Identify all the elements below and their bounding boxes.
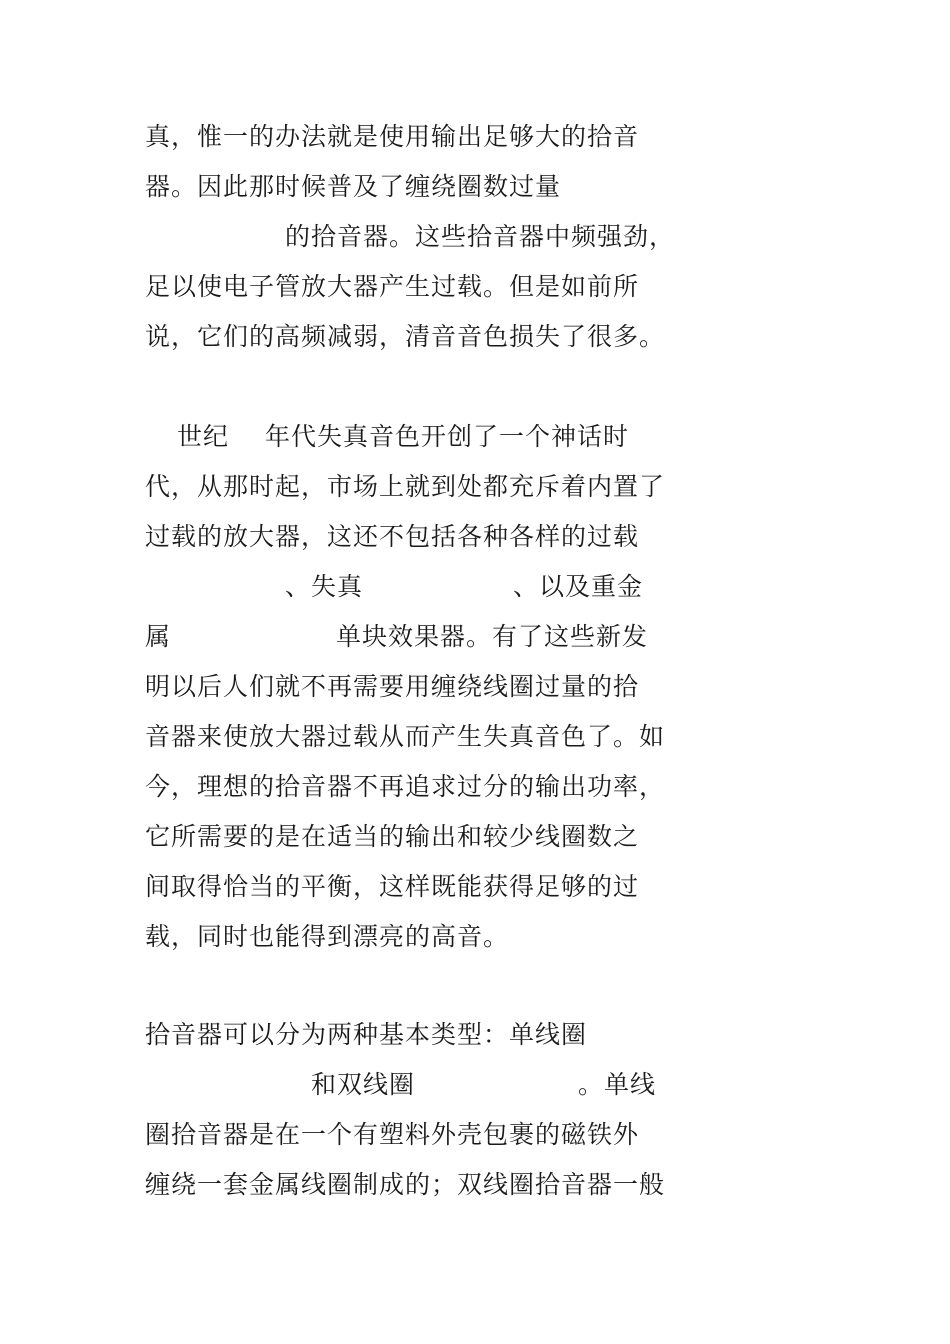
text-line: 载，同时也能得到漂亮的高音。 <box>145 922 510 951</box>
text-line: 、失真 <box>285 572 364 601</box>
text-line: 和双线圈 <box>311 1070 416 1099</box>
text-line: 足以使电子管放大器产生过载。但是如前所 <box>145 272 640 301</box>
text-line: 单块效果器。有了这些新发 <box>336 622 649 651</box>
text-line: 拾音器可以分为两种基本类型：单线圈 <box>145 1020 588 1049</box>
text-line: 过载的放大器，这还不包括各种各样的过载 <box>145 522 640 551</box>
text-line: 间取得恰当的平衡，这样既能获得足够的过 <box>145 872 640 901</box>
text-line: 缠绕一套金属线圈制成的；双线圈拾音器一般 <box>145 1170 666 1199</box>
text-line: 说，它们的高频减弱，清音音色损失了很多。 <box>145 322 666 351</box>
text-line: 圈拾音器是在一个有塑料外壳包裹的磁铁外 <box>145 1120 640 1149</box>
text-line: 。单线 <box>578 1070 657 1099</box>
text-line: 世纪 <box>177 422 230 451</box>
text-line: 的拾音器。这些拾音器中频强劲， <box>285 222 676 251</box>
text-line: 年代失真音色开创了一个神话时 <box>265 422 630 451</box>
text-line: 代，从那时起，市场上就到处都充斥着内置了 <box>145 472 666 501</box>
text-line: 器。因此那时候普及了缠绕圈数过量 <box>145 172 562 201</box>
text-line: 属 <box>145 622 172 651</box>
text-line: 音器来使放大器过载从而产生失真音色了。如 <box>145 722 666 751</box>
text-line: 真，惟一的办法就是使用输出足够大的拾音 <box>145 122 640 151</box>
text-line: 、以及重金 <box>513 572 644 601</box>
text-line: 它所需要的是在适当的输出和较少线圈数之 <box>145 822 640 851</box>
text-line: 明以后人们就不再需要用缠绕线圈过量的拾 <box>145 672 640 701</box>
text-line: 今，理想的拾音器不再追求过分的输出功率， <box>145 772 666 801</box>
